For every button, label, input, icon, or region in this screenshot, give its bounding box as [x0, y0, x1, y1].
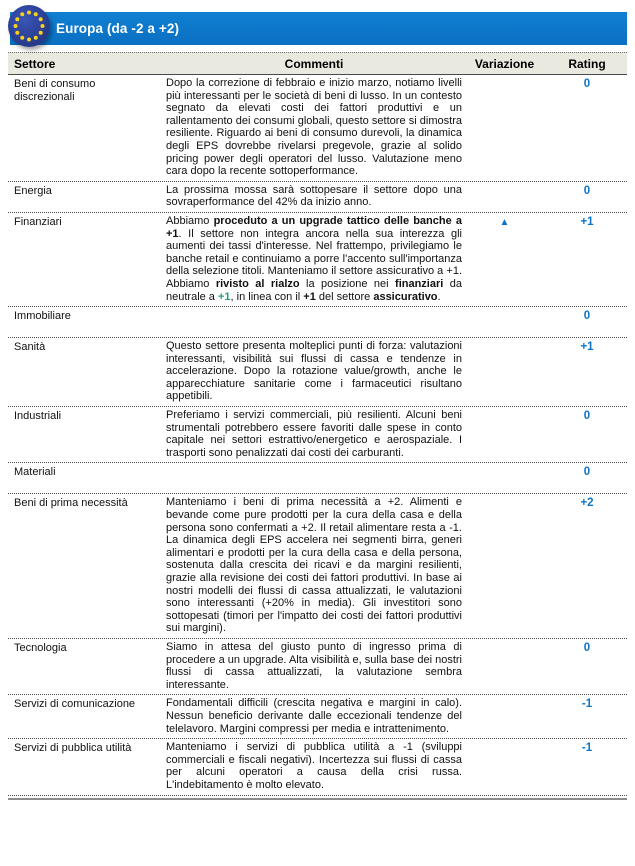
- comment-text-segment: proceduto a un upgrade tattico delle banche a +1: [166, 214, 462, 240]
- comment-text-segment: Manteniamo i beni di prima necessità a +2. Alimenti e bevande come pure prodotti per la cura della casa e della persona sono confermati a +2. Il retail alimentare resta a -1. La dinamica degli EPS accelera nei segmenti birra, generi alimentari e prodotti per la cura della casa e della persona, sostenuta dalla crescita dei ricavi e da margini resilienti, grazie alla revisione dei costi dei fattori produttivi. In base ai nostri modelli dei flussi di cassa attualizzati, le valutazioni sono interessanti (+20% in media). Gli investitori sono sottopesati (timori per l'impatto dei costi dei fattori produttivi sui margini).: [166, 496, 462, 635]
- column-header-commenti: Commenti: [284, 56, 344, 71]
- sector-comment: [166, 741, 462, 791]
- column-header-settore: Settore: [14, 56, 56, 71]
- comment-text-segment: , in linea con il: [230, 290, 304, 303]
- table-row: [8, 407, 627, 463]
- sector-comment: [166, 77, 462, 178]
- rating-value: +2: [580, 497, 594, 510]
- comment-text-segment: .: [437, 290, 441, 303]
- table-row: [8, 338, 627, 407]
- sector-name: Materiali: [14, 466, 56, 479]
- rating-value: +1: [580, 215, 594, 228]
- rating-value: 0: [583, 410, 591, 423]
- variation-cell: [462, 496, 547, 635]
- sector-comment: [166, 340, 462, 403]
- variation-cell: [462, 465, 547, 490]
- sector-comment: [166, 496, 462, 635]
- variation-cell: [462, 409, 547, 459]
- variation-cell: [462, 641, 547, 691]
- variation-cell: [462, 184, 547, 209]
- sector-name: Beni di consumo discrezionali: [14, 78, 96, 103]
- comment-text-segment: finanziari: [395, 277, 444, 290]
- comment-text-segment: del settore: [315, 290, 374, 303]
- sector-name: Tecnologia: [14, 641, 67, 654]
- comment-text-segment: Fondamentali difficili (crescita negativa e margini in calo). Nessun beneficio derivante dalle eccezionali tendenze del telelavoro. Margini compressi per media e intrattenimento.: [166, 697, 462, 735]
- sector-name: Beni di prima necessità: [14, 497, 128, 510]
- variation-cell: [462, 77, 547, 178]
- page-title: Europa (da -2 a +2): [56, 21, 180, 36]
- sector-name: Servizi di comunicazione: [14, 698, 136, 711]
- sector-comment: [166, 697, 462, 735]
- column-header-rating: Rating: [568, 56, 606, 71]
- comment-text-segment: Preferiamo i servizi commerciali, più resilienti. Alcuni beni strumentali potrebbero essere favoriti dalle spese in conto capitale nei settori estrattivo/energetico e aerospaziale. I trasporti sono penalizzati dai costi dei carburanti.: [166, 409, 462, 459]
- table-row: [8, 695, 627, 739]
- title-bar-section: [0, 0, 635, 52]
- sector-name: Servizi di pubblica utilità: [14, 742, 132, 755]
- variation-cell: [462, 697, 547, 735]
- table-row: [8, 639, 627, 695]
- eu-flag-stars: [8, 5, 50, 47]
- rating-value: -1: [581, 698, 593, 711]
- sector-name: Energia: [14, 184, 52, 197]
- title-bar: [10, 12, 627, 45]
- rating-value: -1: [581, 742, 593, 755]
- table-row: [8, 463, 627, 494]
- eu-flag-icon: [8, 5, 50, 47]
- rating-value: 0: [583, 310, 591, 323]
- column-header-variazione: Variazione: [474, 56, 535, 71]
- table-row: [8, 75, 627, 182]
- rating-value: 0: [583, 466, 591, 479]
- comment-text-segment: rivisto al rialzo: [215, 277, 300, 290]
- sector-name: Finanziari: [14, 215, 62, 228]
- sector-name: Immobiliare: [14, 310, 71, 323]
- rating-value: 0: [583, 184, 591, 197]
- sector-rating-table: [8, 52, 627, 796]
- comment-text-segment: Abbiamo: [166, 214, 214, 227]
- sector-name: Sanità: [14, 341, 46, 354]
- sector-comment: [166, 309, 462, 334]
- sector-comment: [166, 641, 462, 691]
- rating-value: 0: [583, 78, 591, 90]
- rating-value: 0: [583, 641, 591, 654]
- bottom-divider: [8, 798, 627, 800]
- comment-text-segment: da neutrale a: [166, 277, 462, 303]
- sector-comment: [166, 465, 462, 490]
- comment-text-segment: la posizione nei: [299, 277, 396, 290]
- comment-text-segment: +1: [303, 290, 316, 303]
- comment-text-segment: . Il settore non integra ancora nella sua interezza gli aumenti dei tassi d'interesse. Nel frattempo, privilegiamo le banche retail e continuiamo a porre l'accento sull'importanza della selezione titoli. Manteniamo il settore assicurativo a +1. Abbiamo: [166, 227, 462, 290]
- table-row: [8, 213, 627, 307]
- table-row: [8, 307, 627, 338]
- table-row: [8, 739, 627, 795]
- sector-comment: [166, 409, 462, 459]
- comment-text-segment: Manteniamo i servizi di pubblica utilità a -1 (sviluppi commerciali e fiscali negativi). Incertezza sui flussi di cassa per alcuni operatori a causa della crisi russa. L'indebitamento è molto elevato.: [166, 741, 462, 791]
- comment-text-segment: Questo settore presenta molteplici punti di forza: valutazioni interessanti, visibilità sui flussi di cassa e tendenze in accelerazione. Dopo la rotazione value/growth, anche le apparecchiature sanitarie come i farmaceutici risultano appetibili.: [166, 340, 462, 403]
- sector-name: Industriali: [14, 410, 62, 423]
- variation-up-icon: ▲: [499, 216, 510, 228]
- comment-text-segment: +1: [217, 290, 231, 303]
- table-body: [8, 75, 627, 796]
- table-header-row: [8, 52, 627, 75]
- variation-cell: [462, 309, 547, 334]
- table-row: [8, 494, 627, 639]
- sector-comment: [166, 215, 462, 303]
- comment-text-segment: Siamo in attesa del giusto punto di ingresso prima di procedere a un upgrade. Alta visibilità e, sulla base dei nostri flussi di cassa attualizzati, la valutazione sembra interessante.: [166, 640, 462, 691]
- variation-cell: [462, 340, 547, 403]
- comment-text-segment: La prossima mossa sarà sottopesare il settore dopo una sovraperformance del 42% da inizio anno.: [166, 183, 462, 209]
- rating-value: +1: [580, 341, 594, 354]
- table-row: [8, 182, 627, 213]
- variation-cell: [462, 741, 547, 791]
- comment-text-segment: assicurativo: [373, 290, 438, 303]
- sector-comment: [166, 184, 462, 209]
- comment-text-segment: Dopo la correzione di febbraio e inizio marzo, notiamo livelli più interessanti per le società di beni di lusso. In un contesto segnato da elevati costi dei fattori produttivi e un rallentamento dei consumi globali, questo settore si dimostra resiliente. Riguardo ai beni di consumo durevoli, la dinamica degli EPS dovrebbe rivelarsi pregevole, grazie al solido pricing power degli operatori del lusso. Valutazione meno cara dopo la recente sottoperformance.: [166, 77, 462, 178]
